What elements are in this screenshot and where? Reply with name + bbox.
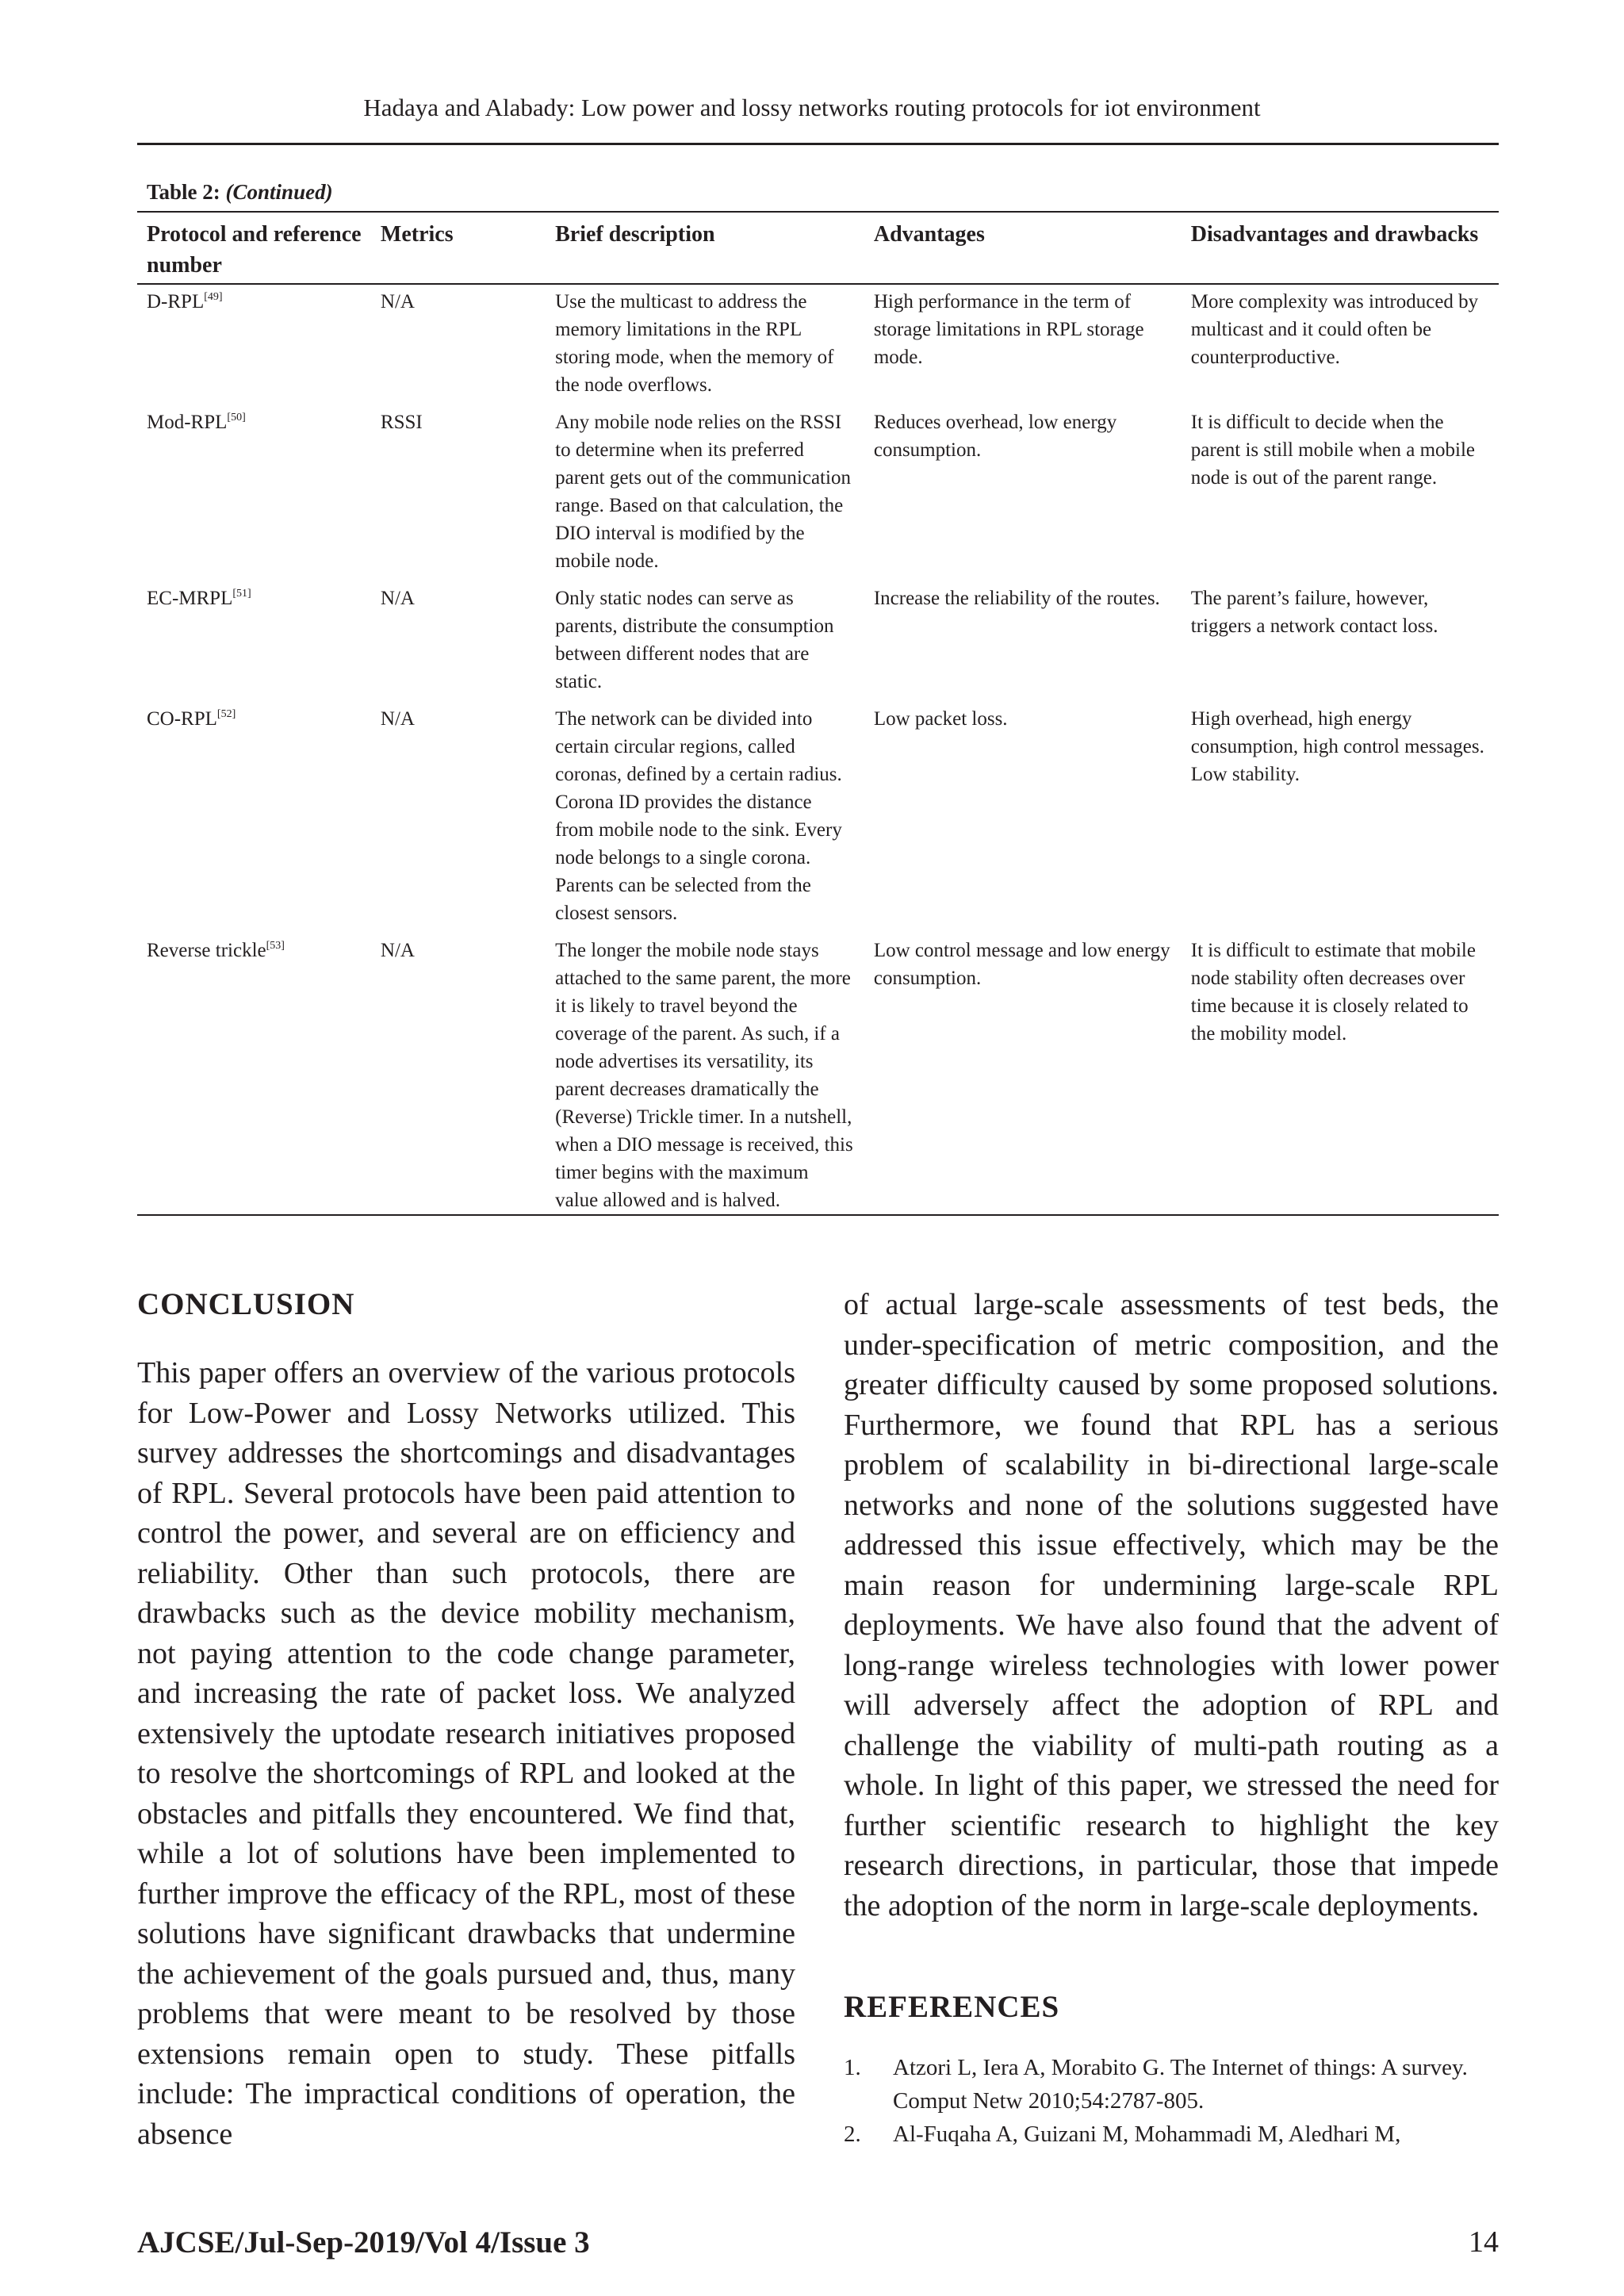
table-row — [137, 583, 1499, 703]
page-number: 14 — [1469, 2225, 1499, 2259]
protocol-name: CO-RPL — [147, 708, 217, 730]
col-header-description: Brief description — [546, 212, 864, 284]
right-column — [844, 1285, 1499, 2151]
references-heading: REFERENCES — [844, 1990, 1060, 2024]
cell-metrics: RSSI — [380, 412, 423, 433]
table-row — [137, 407, 1499, 583]
cell-disadvantages: More complexity was introduced by multicast and it could often be counterproductive. — [1190, 291, 1479, 368]
reference-text: Al-Fuqaha A, Guizani M, Mohammadi M, Aledhari M, — [893, 2122, 1401, 2147]
reference-item — [844, 2118, 1499, 2151]
table-row — [137, 935, 1499, 1215]
cell-advantages: Increase the reliability of the routes. — [873, 588, 1160, 609]
conclusion-heading: CONCLUSION — [137, 1287, 355, 1321]
citation-ref: [52] — [216, 708, 236, 720]
table — [137, 211, 1499, 1216]
header-rule — [137, 143, 1499, 145]
journal-footer: AJCSE/Jul-Sep-2019/Vol 4/Issue 3 — [137, 2225, 590, 2260]
table-header-row — [137, 212, 1499, 284]
reference-number: 2. — [844, 2122, 861, 2147]
citation-ref: [51] — [232, 588, 251, 600]
col-header-metrics: Metrics — [371, 212, 546, 284]
protocol-table — [137, 176, 1499, 1216]
conclusion-paragraph-right: of actual large-scale assessments of test beds, the under-specification of metric composition, and the greater difficulty caused by some proposed solutions. Furthermore, we found that RPL has a serious problem of scalability in bi-directional large-scale networks and none of the solutions suggested have addressed this issue effectively, which may be the main reason for undermining large-scale RPL deployments. We have also found that the advent of long-range wireless technologies with lower power will adversely affect the adoption of RPL and challenge the viability of multi-path routing as a whole. In light of this paper, we stressed the need for further scientific research to highlight the key research directions, in particular, those that impede the adoption of the norm in large-scale deployments. — [844, 1288, 1499, 1922]
cell-metrics: N/A — [371, 935, 546, 1215]
cell-description: Any mobile node relies on the RSSI to determine when its preferred parent gets out of the communication range. Based on that calculation, the DIO interval is modified by the mobile node. — [555, 412, 851, 572]
cell-advantages: Low control message and low energy consumption. — [864, 935, 1182, 1215]
conclusion-paragraph-left: This paper offers an overview of the various protocols for Low-Power and Lossy Networks utilized. This survey addresses the shortcomings and disadvantages of RPL. Several protocols have been paid attention to control the power, and several are on efficiency and reliability. Other than such protocols, there are drawbacks such as the device mobility mechanism, not paying attention to the code change parameter, and increasing the rate of packet loss. We analyzed extensively the uptodate research initiatives proposed to resolve the shortcomings of RPL and looked at the obstacles and pitfalls they encountered. We find that, while a lot of solutions have been implemented to further improve the efficacy of the RPL, most of these solutions have significant drawbacks that undermine the achievement of the goals pursued and, thus, many problems that were meant to be resolved by those extensions remain open to study. These pitfalls include: The impractical conditions of operation, the absence — [137, 1356, 795, 2151]
cell-protocol — [137, 703, 371, 935]
table-row — [137, 703, 1499, 935]
reference-item — [844, 2051, 1499, 2118]
table-row — [137, 284, 1499, 407]
reference-number: 1. — [844, 2055, 861, 2080]
left-column — [137, 1285, 795, 2154]
cell-advantages: High performance in the term of storage limitations in RPL storage mode. — [873, 291, 1144, 368]
cell-disadvantages: It is difficult to decide when the parent is still mobile when a mobile node is out of the parent range. — [1190, 412, 1476, 489]
cell-advantages: Reduces overhead, low energy consumption. — [873, 412, 1117, 461]
cell-protocol — [137, 935, 371, 1215]
cell-protocol — [137, 583, 371, 703]
cell-description: Only static nodes can serve as parents, distribute the consumption between different nodes that are static. — [555, 588, 834, 692]
col-header-advantages: Advantages — [864, 212, 1182, 284]
table-caption — [137, 176, 1499, 211]
cell-description: The longer the mobile node stays attached to the same parent, the more it is likely to travel beyond the coverage of the parent. As such, if a node advertises its versatility, its parent decreases dramatically the (Reverse) Trickle timer. In a nutshell, when a DIO message is received, this timer begins with the maximum value allowed and is halved. — [546, 935, 864, 1215]
protocol-name: D-RPL — [147, 291, 205, 312]
cell-protocol — [137, 284, 371, 407]
citation-ref: [49] — [204, 291, 223, 303]
cell-disadvantages: High overhead, high energy consumption, high control messages. Low stability. — [1190, 708, 1484, 785]
protocol-name: Mod-RPL — [147, 412, 228, 433]
cell-description: The network can be divided into certain circular regions, called coronas, defined by a certain radius. Corona ID provides the distance from mobile node to the sink. Every node belongs to a single corona. Parents can be selected from the closest sensors. — [555, 708, 842, 924]
cell-description: Use the multicast to address the memory limitations in the RPL storing mode, when the memory of the node overflows. — [555, 291, 834, 396]
reference-list — [844, 2051, 1499, 2151]
cell-metrics: N/A — [380, 588, 415, 609]
protocol-name: EC-MRPL — [147, 588, 233, 609]
cell-disadvantages: It is difficult to estimate that mobile node stability often decreases over time because it is closely related to the mobility model. — [1182, 935, 1499, 1215]
table-caption-label: Table 2: — [147, 180, 220, 204]
protocol-name: Reverse trickle — [147, 940, 266, 961]
cell-metrics: N/A — [380, 708, 415, 730]
reference-text: Atzori L, Iera A, Morabito G. The Internet of things: A survey. Comput Netw 2010;54:2787-805. — [893, 2055, 1468, 2114]
cell-metrics: N/A — [380, 291, 415, 312]
citation-ref: [53] — [266, 940, 285, 952]
table-caption-note: (Continued) — [225, 180, 333, 204]
citation-ref: [50] — [227, 412, 246, 424]
col-header-disadvantages: Disadvantages and drawbacks — [1182, 212, 1499, 284]
cell-disadvantages: The parent’s failure, however, triggers a network contact loss. — [1190, 588, 1438, 637]
cell-advantages: Low packet loss. — [873, 708, 1008, 730]
running-head: Hadaya and Alabady: Low power and lossy networks routing protocols for iot environment — [363, 94, 1261, 121]
col-header-protocol: Protocol and reference number — [137, 212, 371, 284]
cell-protocol — [137, 407, 371, 583]
